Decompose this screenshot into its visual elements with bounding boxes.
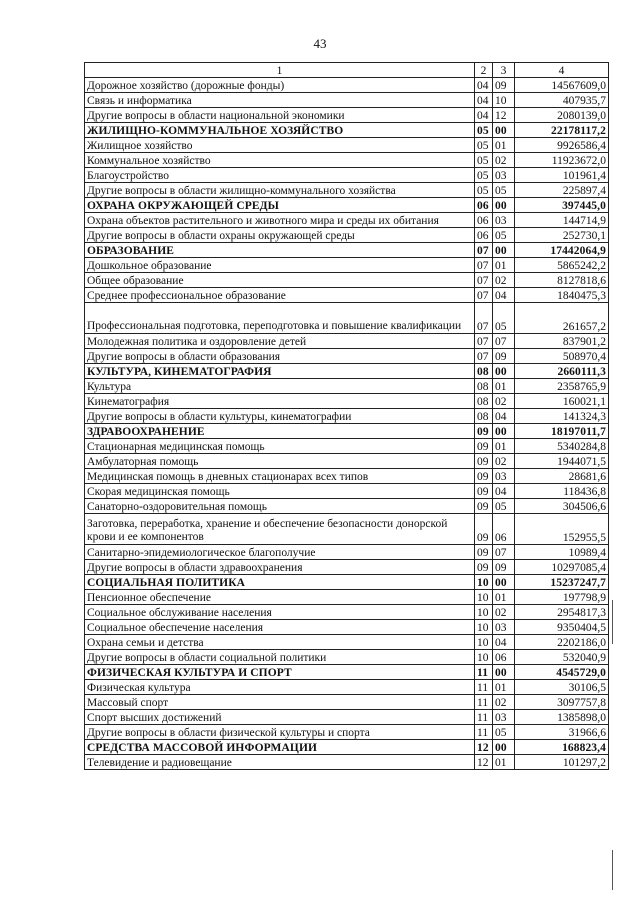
row-subsection-code: 00 — [493, 123, 515, 138]
table-row — [85, 93, 609, 108]
row-amount: 9350404,5 — [515, 620, 609, 635]
row-section-code: 06 — [475, 198, 493, 213]
row-section-code: 05 — [475, 123, 493, 138]
row-name-cell: Коммунальное хозяйство — [85, 153, 475, 168]
row-amount: 1385898,0 — [515, 710, 609, 725]
row-amount: 2660111,3 — [515, 364, 609, 379]
row-section-code: 07 — [475, 349, 493, 364]
row-amount: 837901,2 — [515, 334, 609, 349]
row-amount: 407935,7 — [515, 93, 609, 108]
table-body — [85, 78, 609, 770]
row-subsection-code: 00 — [493, 575, 515, 590]
row-amount: 508970,4 — [515, 349, 609, 364]
row-name-cell: Стационарная медицинская помощь — [85, 439, 475, 454]
row-subsection-code: 03 — [493, 620, 515, 635]
row-name-cell: ОБРАЗОВАНИЕ — [85, 243, 475, 258]
row-amount: 4545729,0 — [515, 665, 609, 680]
table-row — [85, 469, 609, 484]
row-amount: 3097757,8 — [515, 695, 609, 710]
row-section-code: 05 — [475, 138, 493, 153]
table-row — [85, 288, 609, 303]
table-row — [85, 439, 609, 454]
header-col-amount: 4 — [515, 63, 609, 78]
table-row — [85, 183, 609, 198]
row-name-cell: Массовый спорт — [85, 695, 475, 710]
row-subsection-code: 07 — [493, 545, 515, 560]
scan-margin-mark — [612, 600, 613, 644]
row-name-cell: ЗДРАВООХРАНЕНИЕ — [85, 424, 475, 439]
row-name-cell: Кинематография — [85, 394, 475, 409]
section-row — [85, 198, 609, 213]
row-section-code: 09 — [475, 499, 493, 514]
row-name-cell: Другие вопросы в области здравоохранения — [85, 560, 475, 575]
table-row — [85, 560, 609, 575]
row-name-cell: Благоустройство — [85, 168, 475, 183]
row-name-cell: Культура — [85, 379, 475, 394]
row-subsection-code: 00 — [493, 364, 515, 379]
row-subsection-code: 03 — [493, 213, 515, 228]
row-amount: 17442064,9 — [515, 243, 609, 258]
row-subsection-code: 09 — [493, 560, 515, 575]
table-row — [85, 273, 609, 288]
table-row — [85, 635, 609, 650]
row-section-code: 11 — [475, 680, 493, 695]
row-name-cell: Другие вопросы в области национальной экономики — [85, 108, 475, 123]
row-amount: 30106,5 — [515, 680, 609, 695]
row-section-code: 10 — [475, 635, 493, 650]
row-name-cell: Общее образование — [85, 273, 475, 288]
row-name-cell: Санаторно-оздоровительная помощь — [85, 499, 475, 514]
row-subsection-code: 00 — [493, 665, 515, 680]
table-row — [85, 590, 609, 605]
row-section-code: 09 — [475, 469, 493, 484]
row-section-code: 10 — [475, 575, 493, 590]
row-subsection-code: 05 — [493, 228, 515, 243]
row-amount: 10989,4 — [515, 545, 609, 560]
row-amount: 15237247,7 — [515, 575, 609, 590]
table-row — [85, 138, 609, 153]
row-amount: 2358765,9 — [515, 379, 609, 394]
row-name-cell: Дорожное хозяйство (дорожные фонды) — [85, 78, 475, 93]
row-name-cell: Другие вопросы в области жилищно-коммунального хозяйства — [85, 183, 475, 198]
row-section-code: 07 — [475, 334, 493, 349]
row-subsection-code: 01 — [493, 258, 515, 273]
row-subsection-code: 00 — [493, 424, 515, 439]
row-section-code: 11 — [475, 665, 493, 680]
row-name-cell: Дошкольное образование — [85, 258, 475, 273]
table-row — [85, 680, 609, 695]
table-row — [85, 710, 609, 725]
row-amount: 397445,0 — [515, 198, 609, 213]
row-section-code: 09 — [475, 424, 493, 439]
row-amount: 101297,2 — [515, 755, 609, 770]
row-amount: 101961,4 — [515, 168, 609, 183]
row-subsection-code: 09 — [493, 349, 515, 364]
row-name-cell: СОЦИАЛЬНАЯ ПОЛИТИКА — [85, 575, 475, 590]
table-row — [85, 258, 609, 273]
table-row — [85, 303, 609, 334]
row-section-code: 08 — [475, 379, 493, 394]
row-section-code: 09 — [475, 545, 493, 560]
row-amount: 152955,5 — [515, 514, 609, 545]
row-name-cell: Другие вопросы в области культуры, кинематографии — [85, 409, 475, 424]
row-amount: 1840475,3 — [515, 288, 609, 303]
row-name-cell: Профессиональная подготовка, переподготовка и повышение квалификации — [85, 303, 475, 334]
row-section-code: 08 — [475, 394, 493, 409]
scan-margin-mark — [612, 850, 613, 890]
row-subsection-code: 04 — [493, 409, 515, 424]
table-row — [85, 650, 609, 665]
row-name-cell: Заготовка, переработка, хранение и обеспечение безопасности донорской крови и ее компонентов — [85, 514, 475, 545]
row-section-code: 09 — [475, 514, 493, 545]
table-row — [85, 153, 609, 168]
row-subsection-code: 00 — [493, 740, 515, 755]
row-subsection-code: 06 — [493, 650, 515, 665]
row-amount: 141324,3 — [515, 409, 609, 424]
section-row — [85, 424, 609, 439]
table-row — [85, 349, 609, 364]
row-section-code: 07 — [475, 303, 493, 334]
row-name-cell: ЖИЛИЩНО-КОММУНАЛЬНОЕ ХОЗЯЙСТВО — [85, 123, 475, 138]
row-subsection-code: 01 — [493, 755, 515, 770]
row-amount: 197798,9 — [515, 590, 609, 605]
table-row — [85, 409, 609, 424]
row-amount: 144714,9 — [515, 213, 609, 228]
section-row — [85, 123, 609, 138]
row-subsection-code: 03 — [493, 168, 515, 183]
row-amount: 225897,4 — [515, 183, 609, 198]
row-subsection-code: 02 — [493, 273, 515, 288]
row-name-cell: Другие вопросы в области социальной политики — [85, 650, 475, 665]
row-name-cell: Физическая культура — [85, 680, 475, 695]
row-name-cell: Другие вопросы в области охраны окружающей среды — [85, 228, 475, 243]
row-subsection-code: 04 — [493, 635, 515, 650]
table-row — [85, 379, 609, 394]
table-row — [85, 725, 609, 740]
table-row — [85, 108, 609, 123]
row-name-cell: Социальное обеспечение населения — [85, 620, 475, 635]
section-row — [85, 665, 609, 680]
row-amount: 11923672,0 — [515, 153, 609, 168]
row-amount: 1944071,5 — [515, 454, 609, 469]
row-subsection-code: 01 — [493, 439, 515, 454]
row-section-code: 06 — [475, 213, 493, 228]
row-name-cell: Пенсионное обеспечение — [85, 590, 475, 605]
row-section-code: 05 — [475, 168, 493, 183]
row-name-cell: Амбулаторная помощь — [85, 454, 475, 469]
row-section-code: 07 — [475, 273, 493, 288]
row-section-code: 10 — [475, 590, 493, 605]
row-section-code: 06 — [475, 228, 493, 243]
row-amount: 2080139,0 — [515, 108, 609, 123]
section-row — [85, 243, 609, 258]
row-section-code: 08 — [475, 409, 493, 424]
row-amount: 18197011,7 — [515, 424, 609, 439]
row-subsection-code: 05 — [493, 499, 515, 514]
row-section-code: 11 — [475, 695, 493, 710]
row-section-code: 09 — [475, 454, 493, 469]
table-row — [85, 228, 609, 243]
row-subsection-code: 09 — [493, 78, 515, 93]
row-section-code: 10 — [475, 605, 493, 620]
row-section-code: 12 — [475, 740, 493, 755]
row-section-code: 10 — [475, 620, 493, 635]
row-name-cell: Жилищное хозяйство — [85, 138, 475, 153]
row-subsection-code: 02 — [493, 153, 515, 168]
row-section-code: 05 — [475, 153, 493, 168]
budget-table — [84, 62, 609, 770]
row-name-cell: ФИЗИЧЕСКАЯ КУЛЬТУРА И СПОРТ — [85, 665, 475, 680]
row-amount: 28681,6 — [515, 469, 609, 484]
row-section-code: 09 — [475, 439, 493, 454]
row-name-cell: Среднее профессиональное образование — [85, 288, 475, 303]
row-name-cell: Другие вопросы в области физической культуры и спорта — [85, 725, 475, 740]
row-name-cell: Скорая медицинская помощь — [85, 484, 475, 499]
table-row — [85, 545, 609, 560]
row-amount: 160021,1 — [515, 394, 609, 409]
row-subsection-code: 02 — [493, 695, 515, 710]
row-name-cell: ОХРАНА ОКРУЖАЮЩЕЙ СРЕДЫ — [85, 198, 475, 213]
row-name-cell: Охрана объектов растительного и животного мира и среды их обитания — [85, 213, 475, 228]
row-amount: 10297085,4 — [515, 560, 609, 575]
row-name-cell: Телевидение и радиовещание — [85, 755, 475, 770]
row-section-code: 11 — [475, 710, 493, 725]
row-amount: 532040,9 — [515, 650, 609, 665]
table-row — [85, 394, 609, 409]
row-section-code: 10 — [475, 650, 493, 665]
table-row — [85, 605, 609, 620]
table-row — [85, 334, 609, 349]
row-amount: 8127818,6 — [515, 273, 609, 288]
table-row — [85, 755, 609, 770]
row-section-code: 05 — [475, 183, 493, 198]
row-subsection-code: 10 — [493, 93, 515, 108]
row-amount: 2202186,0 — [515, 635, 609, 650]
row-amount: 304506,6 — [515, 499, 609, 514]
row-subsection-code: 04 — [493, 288, 515, 303]
page-number: 43 — [313, 36, 327, 51]
header-col-section: 2 — [475, 63, 493, 78]
row-amount: 2954817,3 — [515, 605, 609, 620]
row-name-cell: Связь и информатика — [85, 93, 475, 108]
row-subsection-code: 00 — [493, 198, 515, 213]
row-subsection-code: 03 — [493, 710, 515, 725]
row-section-code: 04 — [475, 93, 493, 108]
table-header-row — [85, 63, 609, 78]
row-amount: 9926586,4 — [515, 138, 609, 153]
row-subsection-code: 05 — [493, 725, 515, 740]
table-row — [85, 484, 609, 499]
table-row — [85, 499, 609, 514]
row-subsection-code: 07 — [493, 334, 515, 349]
row-section-code: 12 — [475, 755, 493, 770]
row-name-cell: Спорт высших достижений — [85, 710, 475, 725]
row-subsection-code: 05 — [493, 183, 515, 198]
section-row — [85, 740, 609, 755]
row-subsection-code: 01 — [493, 590, 515, 605]
row-amount: 5340284,8 — [515, 439, 609, 454]
row-section-code: 04 — [475, 78, 493, 93]
row-subsection-code: 12 — [493, 108, 515, 123]
row-subsection-code: 02 — [493, 394, 515, 409]
row-section-code: 04 — [475, 108, 493, 123]
row-section-code: 07 — [475, 258, 493, 273]
section-row — [85, 364, 609, 379]
row-section-code: 09 — [475, 484, 493, 499]
row-name-cell: КУЛЬТУРА, КИНЕМАТОГРАФИЯ — [85, 364, 475, 379]
row-section-code: 09 — [475, 560, 493, 575]
row-subsection-code: 04 — [493, 484, 515, 499]
row-amount: 118436,8 — [515, 484, 609, 499]
header-col-name: 1 — [85, 63, 475, 78]
row-amount: 168823,4 — [515, 740, 609, 755]
row-name-cell: Другие вопросы в области образования — [85, 349, 475, 364]
row-amount: 14567609,0 — [515, 78, 609, 93]
row-section-code: 11 — [475, 725, 493, 740]
row-subsection-code: 01 — [493, 138, 515, 153]
row-subsection-code: 01 — [493, 680, 515, 695]
header-col-subsection: 3 — [493, 63, 515, 78]
table-row — [85, 168, 609, 183]
table-row — [85, 78, 609, 93]
row-subsection-code: 01 — [493, 379, 515, 394]
row-subsection-code: 03 — [493, 469, 515, 484]
row-amount: 31966,6 — [515, 725, 609, 740]
row-amount: 5865242,2 — [515, 258, 609, 273]
row-name-cell: СРЕДСТВА МАССОВОЙ ИНФОРМАЦИИ — [85, 740, 475, 755]
row-name-cell: Охрана семьи и детства — [85, 635, 475, 650]
row-subsection-code: 06 — [493, 514, 515, 545]
row-section-code: 07 — [475, 243, 493, 258]
row-section-code: 07 — [475, 288, 493, 303]
row-name-cell: Санитарно-эпидемиологическое благополучие — [85, 545, 475, 560]
row-subsection-code: 02 — [493, 605, 515, 620]
table-row — [85, 454, 609, 469]
table-row — [85, 514, 609, 545]
table-row — [85, 620, 609, 635]
section-row — [85, 575, 609, 590]
row-amount: 261657,2 — [515, 303, 609, 334]
row-amount: 22178117,2 — [515, 123, 609, 138]
row-name-cell: Молодежная политика и оздоровление детей — [85, 334, 475, 349]
row-name-cell: Медицинская помощь в дневных стационарах всех типов — [85, 469, 475, 484]
row-subsection-code: 00 — [493, 243, 515, 258]
row-section-code: 08 — [475, 364, 493, 379]
row-subsection-code: 02 — [493, 454, 515, 469]
table-row — [85, 213, 609, 228]
row-amount: 252730,1 — [515, 228, 609, 243]
table-row — [85, 695, 609, 710]
row-name-cell: Социальное обслуживание населения — [85, 605, 475, 620]
row-subsection-code: 05 — [493, 303, 515, 334]
